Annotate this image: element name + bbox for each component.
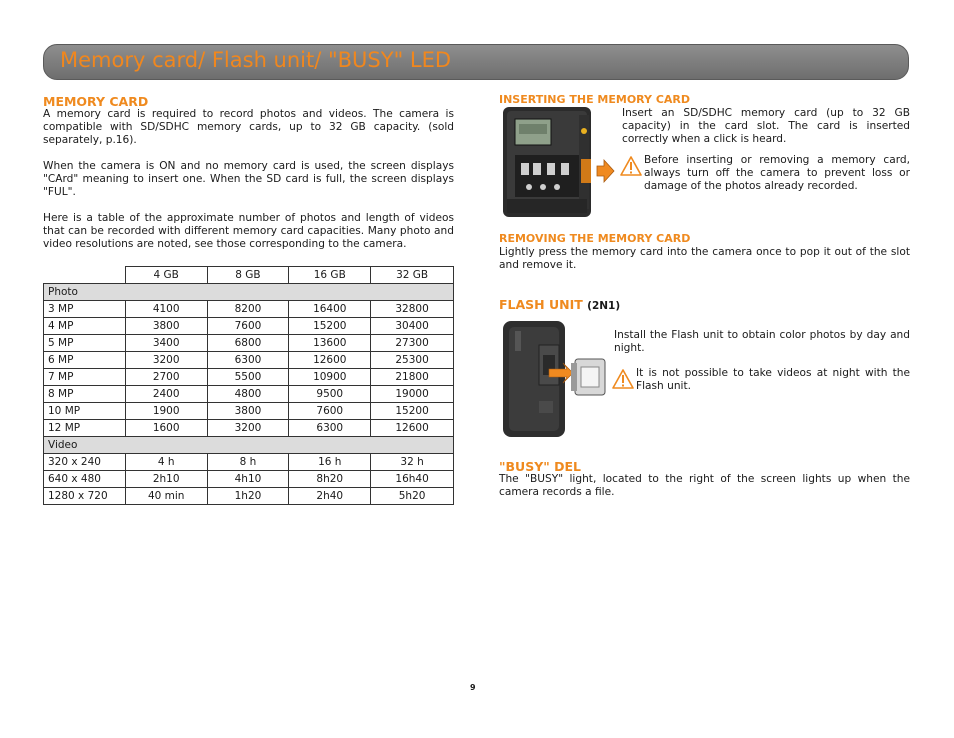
table-cell: 9500 [289, 386, 371, 403]
column-header: 8 GB [207, 267, 289, 284]
memory-card-paragraph-1: A memory card is required to record photos and videos. The camera is compatible with SD/SDHC memory cards, up to 32 GB capacity. (sold separately, p.16). [43, 108, 454, 146]
table-cell: 25300 [371, 352, 454, 369]
table-row [44, 369, 454, 386]
table-cell: 3400 [125, 335, 207, 352]
table-cell: 4100 [125, 301, 207, 318]
table-cell: 1h20 [207, 488, 289, 505]
table-cell: 3800 [207, 403, 289, 420]
inserting-warning-text: Before inserting or removing a memory card, always turn off the camera to prevent loss or damage of the photos already recorded. [644, 154, 910, 192]
table-row [44, 403, 454, 420]
busy-text: The "BUSY" light, located to the right of the screen lights up when the camera records a file. [499, 473, 910, 498]
table-header-row [44, 267, 454, 284]
table-cell: 4800 [207, 386, 289, 403]
table-corner-cell [44, 267, 126, 284]
table-row [44, 352, 454, 369]
inserting-text: Insert an SD/SDHC memory card (up to 32 GB capacity) in the card slot. The card is inserted correctly when a click is heard. [622, 107, 910, 145]
table-cell: 6300 [289, 420, 371, 437]
table-row [44, 386, 454, 403]
row-label: 1280 x 720 [44, 488, 126, 505]
warning-icon [620, 156, 642, 176]
table-cell: 3200 [207, 420, 289, 437]
table-cell: 4 h [125, 454, 207, 471]
table-row [44, 335, 454, 352]
column-header: 4 GB [125, 267, 207, 284]
table-cell: 3200 [125, 352, 207, 369]
table-cell: 6800 [207, 335, 289, 352]
row-label: 5 MP [44, 335, 126, 352]
table-cell: 1600 [125, 420, 207, 437]
flash-unit-text: Install the Flash unit to obtain color photos by day and night. [614, 329, 910, 354]
memory-card-paragraph-2: When the camera is ON and no memory card is used, the screen displays "CArd" meaning to insert one. When the SD card is full, the screen displays "FUL". [43, 160, 454, 198]
flash-unit-warning-text: It is not possible to take videos at night with the Flash unit. [636, 367, 910, 392]
table-cell: 2400 [125, 386, 207, 403]
removing-heading: REMOVING THE MEMORY CARD [499, 232, 691, 245]
table-cell: 2h10 [125, 471, 207, 488]
busy-heading: "BUSY" DEL [499, 459, 581, 474]
table-section-label: Video [44, 437, 454, 454]
table-cell: 16400 [289, 301, 371, 318]
table-cell: 32800 [371, 301, 454, 318]
row-label: 6 MP [44, 352, 126, 369]
removing-text: Lightly press the memory card into the camera once to pop it out of the slot and remove it. [499, 246, 910, 271]
table-cell: 2h40 [289, 488, 371, 505]
row-label: 8 MP [44, 386, 126, 403]
table-cell: 21800 [371, 369, 454, 386]
table-section-label: Photo [44, 284, 454, 301]
table-cell: 13600 [289, 335, 371, 352]
table-cell: 7600 [289, 403, 371, 420]
memory-card-paragraph-3: Here is a table of the approximate number of photos and length of videos that can be recorded with different memory card capacities. Many photo and video resolutions are noted, see those corresponding to the camera. [43, 212, 454, 250]
table-cell: 6300 [207, 352, 289, 369]
table-row [44, 488, 454, 505]
table-cell: 5h20 [371, 488, 454, 505]
table-cell: 15200 [289, 318, 371, 335]
warning-icon [612, 369, 634, 389]
table-cell: 3800 [125, 318, 207, 335]
table-cell: 12600 [289, 352, 371, 369]
table-cell: 16 h [289, 454, 371, 471]
camera-sd-slot-photo [503, 107, 615, 217]
row-label: 10 MP [44, 403, 126, 420]
column-header: 32 GB [371, 267, 454, 284]
table-cell: 15200 [371, 403, 454, 420]
row-label: 3 MP [44, 301, 126, 318]
column-header: 16 GB [289, 267, 371, 284]
table-cell: 10900 [289, 369, 371, 386]
arrow-right-icon [597, 160, 614, 182]
row-label: 7 MP [44, 369, 126, 386]
table-cell: 8 h [207, 454, 289, 471]
table-section-row [44, 284, 454, 301]
table-row [44, 318, 454, 335]
table-cell: 2700 [125, 369, 207, 386]
row-label: 12 MP [44, 420, 126, 437]
table-row [44, 454, 454, 471]
table-cell: 30400 [371, 318, 454, 335]
table-cell: 5500 [207, 369, 289, 386]
table-cell: 8200 [207, 301, 289, 318]
row-label: 320 x 240 [44, 454, 126, 471]
row-label: 640 x 480 [44, 471, 126, 488]
table-section-row [44, 437, 454, 454]
table-cell: 40 min [125, 488, 207, 505]
capacity-table [43, 266, 454, 505]
table-row [44, 301, 454, 318]
title-bar [43, 44, 909, 80]
table-cell: 8h20 [289, 471, 371, 488]
flash-unit-title: FLASH UNIT [499, 297, 583, 312]
table-cell: 32 h [371, 454, 454, 471]
table-cell: 4h10 [207, 471, 289, 488]
table-row [44, 471, 454, 488]
table-cell: 7600 [207, 318, 289, 335]
memory-card-heading: MEMORY CARD [43, 94, 149, 109]
table-row [44, 420, 454, 437]
inserting-heading: INSERTING THE MEMORY CARD [499, 93, 691, 106]
table-cell: 1900 [125, 403, 207, 420]
page-number: 9 [470, 683, 476, 692]
flash-unit-photo [503, 321, 609, 437]
table-cell: 12600 [371, 420, 454, 437]
page-title: Memory card/ Flash unit/ "BUSY" LED [60, 48, 452, 72]
table-cell: 16h40 [371, 471, 454, 488]
table-cell: 19000 [371, 386, 454, 403]
row-label: 4 MP [44, 318, 126, 335]
flash-unit-model: (2N1) [587, 300, 621, 312]
flash-unit-heading [499, 297, 620, 312]
table-cell: 27300 [371, 335, 454, 352]
